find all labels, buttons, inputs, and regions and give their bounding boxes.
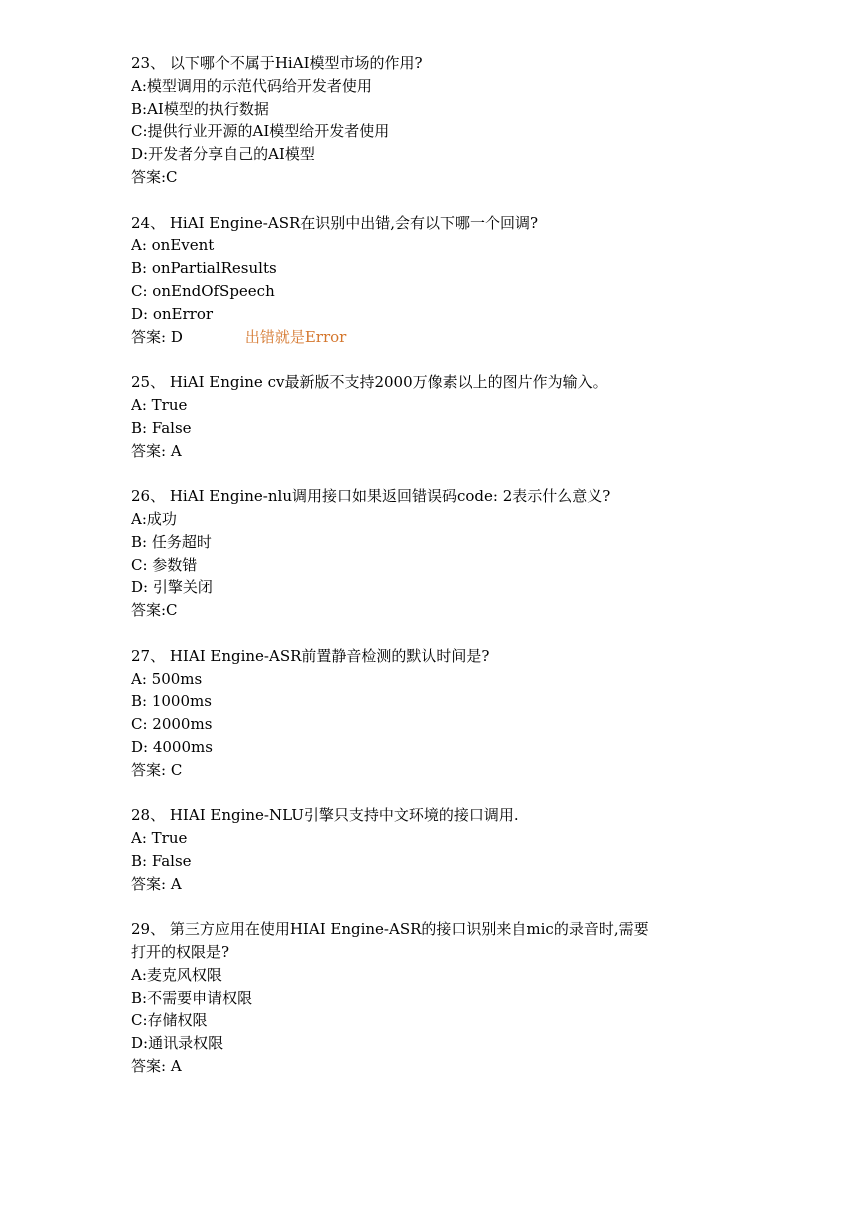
question-block — [131, 645, 751, 782]
answer-line: 答案: C — [131, 760, 183, 779]
option-c: C:提供行业开源的AI模型给开发者使用 — [131, 122, 390, 141]
question-text-continued: 打开的权限是? — [131, 943, 230, 962]
question-text: 29、 第三方应用在使用HIAI Engine-ASR的接口识别来自mic的录音时,需要 — [131, 920, 649, 939]
option-b: B: 任务超时 — [131, 532, 212, 551]
question-text: 25、 HiAI Engine cv最新版不支持2000万像素以上的图片作为输入。 — [131, 373, 608, 392]
option-a: A:成功 — [131, 509, 177, 528]
question-list — [131, 52, 751, 1078]
option-b: B: False — [131, 418, 192, 437]
option-a: A: True — [131, 395, 188, 414]
option-a: A:麦克风权限 — [131, 965, 222, 984]
answer-line: 答案:C — [131, 601, 178, 620]
option-c: C: 参数错 — [131, 555, 198, 574]
question-block — [131, 371, 751, 462]
option-c: C: 2000ms — [131, 715, 213, 734]
option-d: D: onError — [131, 304, 214, 323]
spacer — [131, 622, 751, 645]
question-block — [131, 52, 751, 189]
option-c: C:存储权限 — [131, 1011, 208, 1030]
option-c: C: onEndOfSpeech — [131, 281, 275, 300]
question-block — [131, 212, 751, 349]
option-b: B: onPartialResults — [131, 259, 277, 278]
option-a: A: 500ms — [131, 669, 203, 688]
answer-line: 答案: A — [131, 441, 182, 460]
question-text: 26、 HiAI Engine-nlu调用接口如果返回错误码code: 2表示什么意义? — [131, 487, 611, 506]
answer-line: 答案: A — [131, 1057, 182, 1076]
option-a: A: True — [131, 829, 188, 848]
answer-line: 答案:C — [131, 167, 178, 186]
question-text: 23、 以下哪个不属于HiAI模型市场的作用? — [131, 54, 423, 72]
question-block — [131, 918, 751, 1078]
spacer — [131, 895, 751, 918]
answer-text: 答案: D — [131, 327, 183, 346]
answer-line: 答案: A — [131, 874, 182, 893]
question-text: 28、 HIAI Engine-NLU引擎只支持中文环境的接口调用. — [131, 806, 519, 825]
question-text: 27、 HIAI Engine-ASR前置静音检测的默认时间是? — [131, 646, 490, 665]
option-b: B: False — [131, 851, 192, 870]
spacer — [131, 348, 751, 371]
question-block — [131, 485, 751, 622]
option-a: A: onEvent — [131, 236, 215, 255]
option-b: B:AI模型的执行数据 — [131, 99, 269, 118]
option-d: D:通讯录权限 — [131, 1034, 224, 1053]
option-d: D:开发者分享自己的AI模型 — [131, 145, 315, 164]
option-d: D: 引擎关闭 — [131, 578, 213, 597]
spacer — [131, 462, 751, 485]
option-a: A:模型调用的示范代码给开发者使用 — [131, 76, 372, 95]
answer-note: 出错就是Error — [244, 327, 347, 346]
option-b: B:不需要申请权限 — [131, 988, 253, 1007]
question-block — [131, 804, 751, 895]
option-d: D: 4000ms — [131, 737, 213, 756]
answer-line — [131, 326, 751, 349]
spacer — [131, 782, 751, 805]
option-b: B: 1000ms — [131, 692, 212, 711]
spacer — [131, 189, 751, 212]
question-text: 24、 HiAI Engine-ASR在识别中出错,会有以下哪一个回调? — [131, 213, 539, 232]
